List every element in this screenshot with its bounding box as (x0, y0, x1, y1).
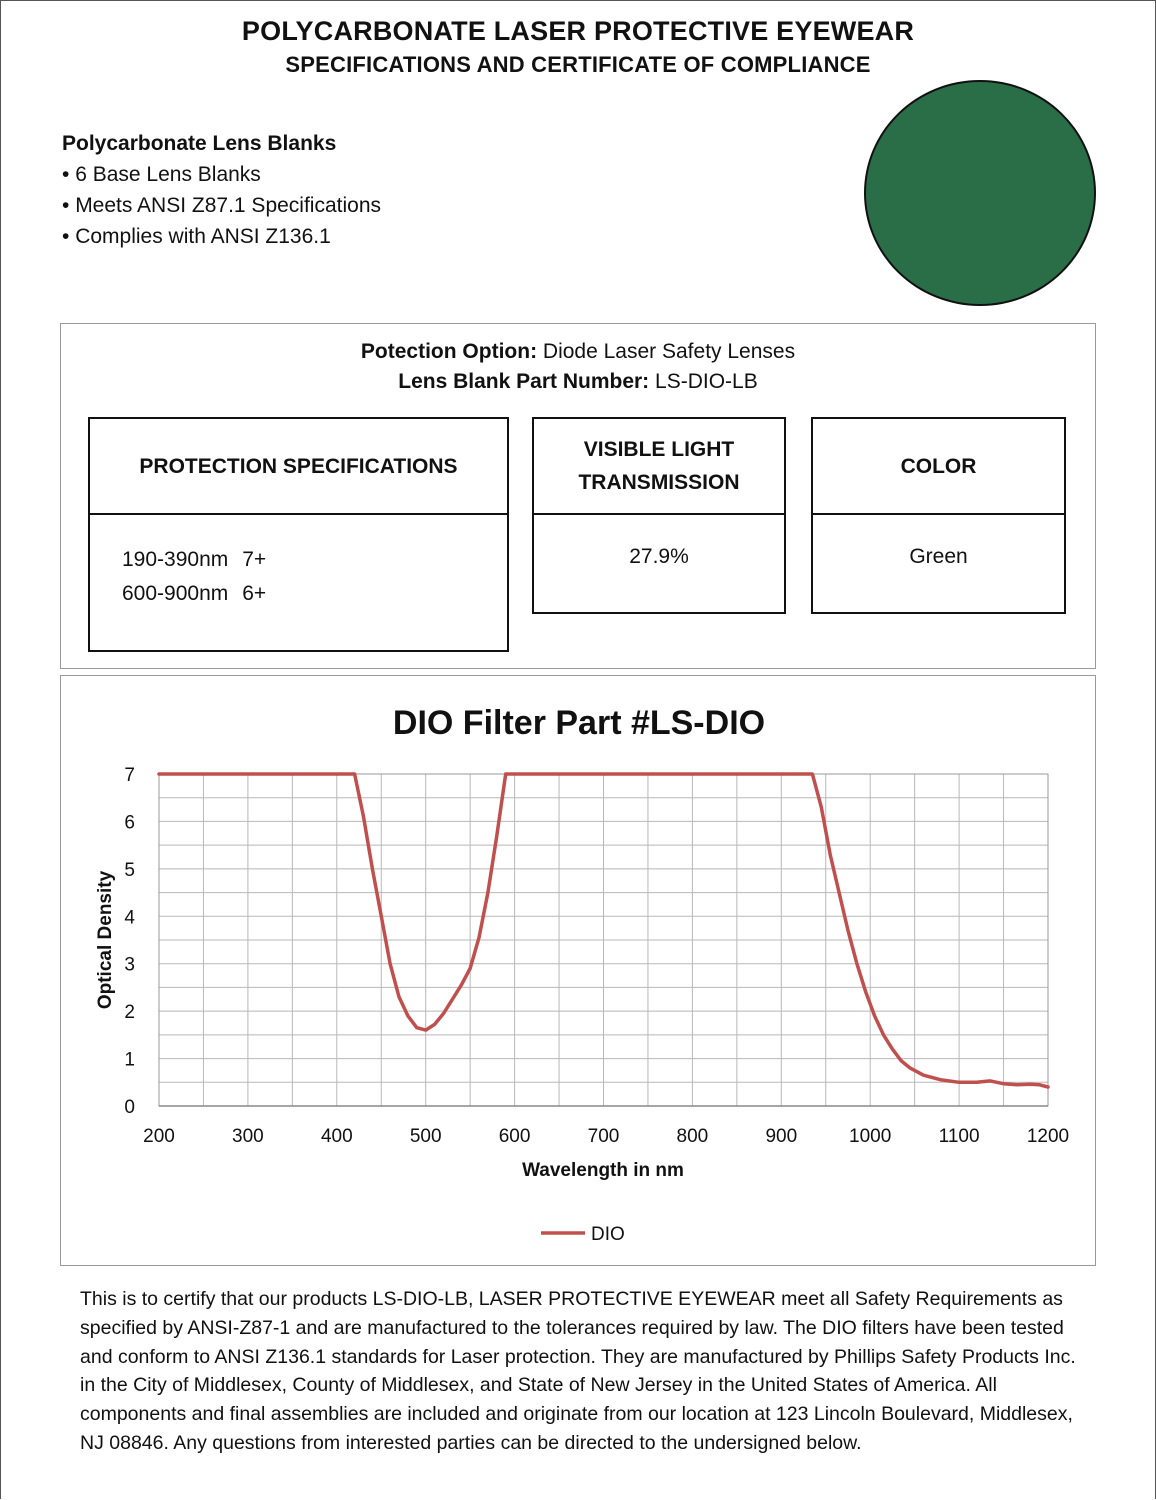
vlt-header-line: VISIBLE LIGHT (583, 438, 735, 461)
x-tick-label: 700 (587, 1126, 620, 1147)
x-tick-label: 400 (320, 1126, 353, 1147)
x-tick-label: 800 (676, 1126, 709, 1147)
color-header: COLOR (813, 419, 1064, 515)
x-tick-label: 600 (498, 1126, 531, 1147)
y-tick-label: 4 (124, 907, 135, 929)
certificate-statement: This is to certify that our products LS-DIO-LB, LASER PROTECTIVE EYEWEAR meet all Safety Requirements as specified by ANSI-Z87-1 and are manufactured to the tolerances required by law. The DIO filters have been tested and conform to ANSI Z136.1 standards for Laser protection. They are manufactured by Phillips Safety Products Inc. in the City of Middlesex, County of Middlesex, and State of New Jersey in the United States of America. All components and final assemblies are included and originate from our location at 123 Lincoln Boulevard, Middlesex, NJ 08846. Any questions from interested parties can be directed to the undersigned below. (80, 1288, 1076, 1454)
optical-density-rating: 7+ (242, 548, 267, 571)
wavelength-range: 600-900nm (122, 582, 229, 605)
protection-row (122, 543, 539, 577)
protection-specifications-header: PROTECTION SPECIFICATIONS (90, 419, 507, 515)
x-axis-label: Wavelength in nm (522, 1160, 684, 1181)
part-number-label: Lens Blank Part Number: (398, 370, 650, 393)
chart-title: DIO Filter Part #LS-DIO (392, 704, 766, 742)
chart-legend (541, 1224, 625, 1245)
y-tick-label: 5 (124, 859, 135, 881)
lens-blank-features (62, 128, 381, 252)
visible-light-transmission-header (534, 419, 784, 515)
protection-specifications-box (88, 417, 509, 652)
y-axis-label: Optical Density (95, 870, 116, 1010)
part-number-line (61, 370, 1095, 394)
vlt-header-line: TRANSMISSION (578, 471, 740, 494)
lens-blank-heading: Polycarbonate Lens Blanks (62, 132, 337, 155)
y-tick-label: 2 (124, 1002, 135, 1024)
optical-density-chart (61, 676, 1097, 1267)
visible-light-transmission-value: 27.9% (629, 545, 689, 568)
filter-chart-panel (60, 675, 1096, 1266)
feature-bullet: • Meets ANSI Z87.1 Specifications (62, 190, 381, 221)
y-tick-label: 3 (124, 954, 135, 976)
chart-axes (124, 765, 1069, 1147)
lens-color-swatch (864, 80, 1096, 306)
legend-label: DIO (591, 1224, 625, 1245)
y-tick-label: 6 (124, 812, 135, 834)
visible-light-transmission-box (532, 417, 786, 614)
x-tick-label: 500 (409, 1126, 442, 1147)
y-tick-label: 0 (124, 1097, 135, 1118)
optical-density-rating: 6+ (242, 582, 267, 605)
protection-specifications-body (122, 543, 539, 611)
y-tick-label: 7 (124, 765, 135, 786)
feature-bullet: • 6 Base Lens Blanks (62, 159, 381, 190)
specification-panel (60, 323, 1096, 669)
protection-option-value: Diode Laser Safety Lenses (542, 340, 796, 363)
protection-option-line (61, 340, 1095, 364)
document-subtitle: SPECIFICATIONS AND CERTIFICATE OF COMPLIANCE (285, 52, 871, 77)
x-tick-label: 900 (765, 1126, 798, 1147)
x-tick-label: 1000 (849, 1126, 892, 1147)
protection-row (122, 577, 539, 611)
x-tick-label: 1100 (938, 1126, 980, 1147)
x-tick-label: 1200 (1026, 1126, 1070, 1147)
color-box (811, 417, 1066, 614)
feature-bullet: • Complies with ANSI Z136.1 (62, 221, 381, 252)
color-value: Green (909, 545, 968, 568)
x-tick-label: 200 (143, 1126, 175, 1147)
wavelength-range: 190-390nm (122, 548, 229, 571)
document-title: POLYCARBONATE LASER PROTECTIVE EYEWEAR (241, 16, 915, 46)
y-tick-label: 1 (124, 1049, 135, 1071)
part-number-value: LS-DIO-LB (655, 370, 758, 393)
chart-grid (159, 774, 1048, 1106)
protection-option-label: Potection Option: (360, 340, 538, 363)
x-tick-label: 300 (232, 1126, 264, 1147)
